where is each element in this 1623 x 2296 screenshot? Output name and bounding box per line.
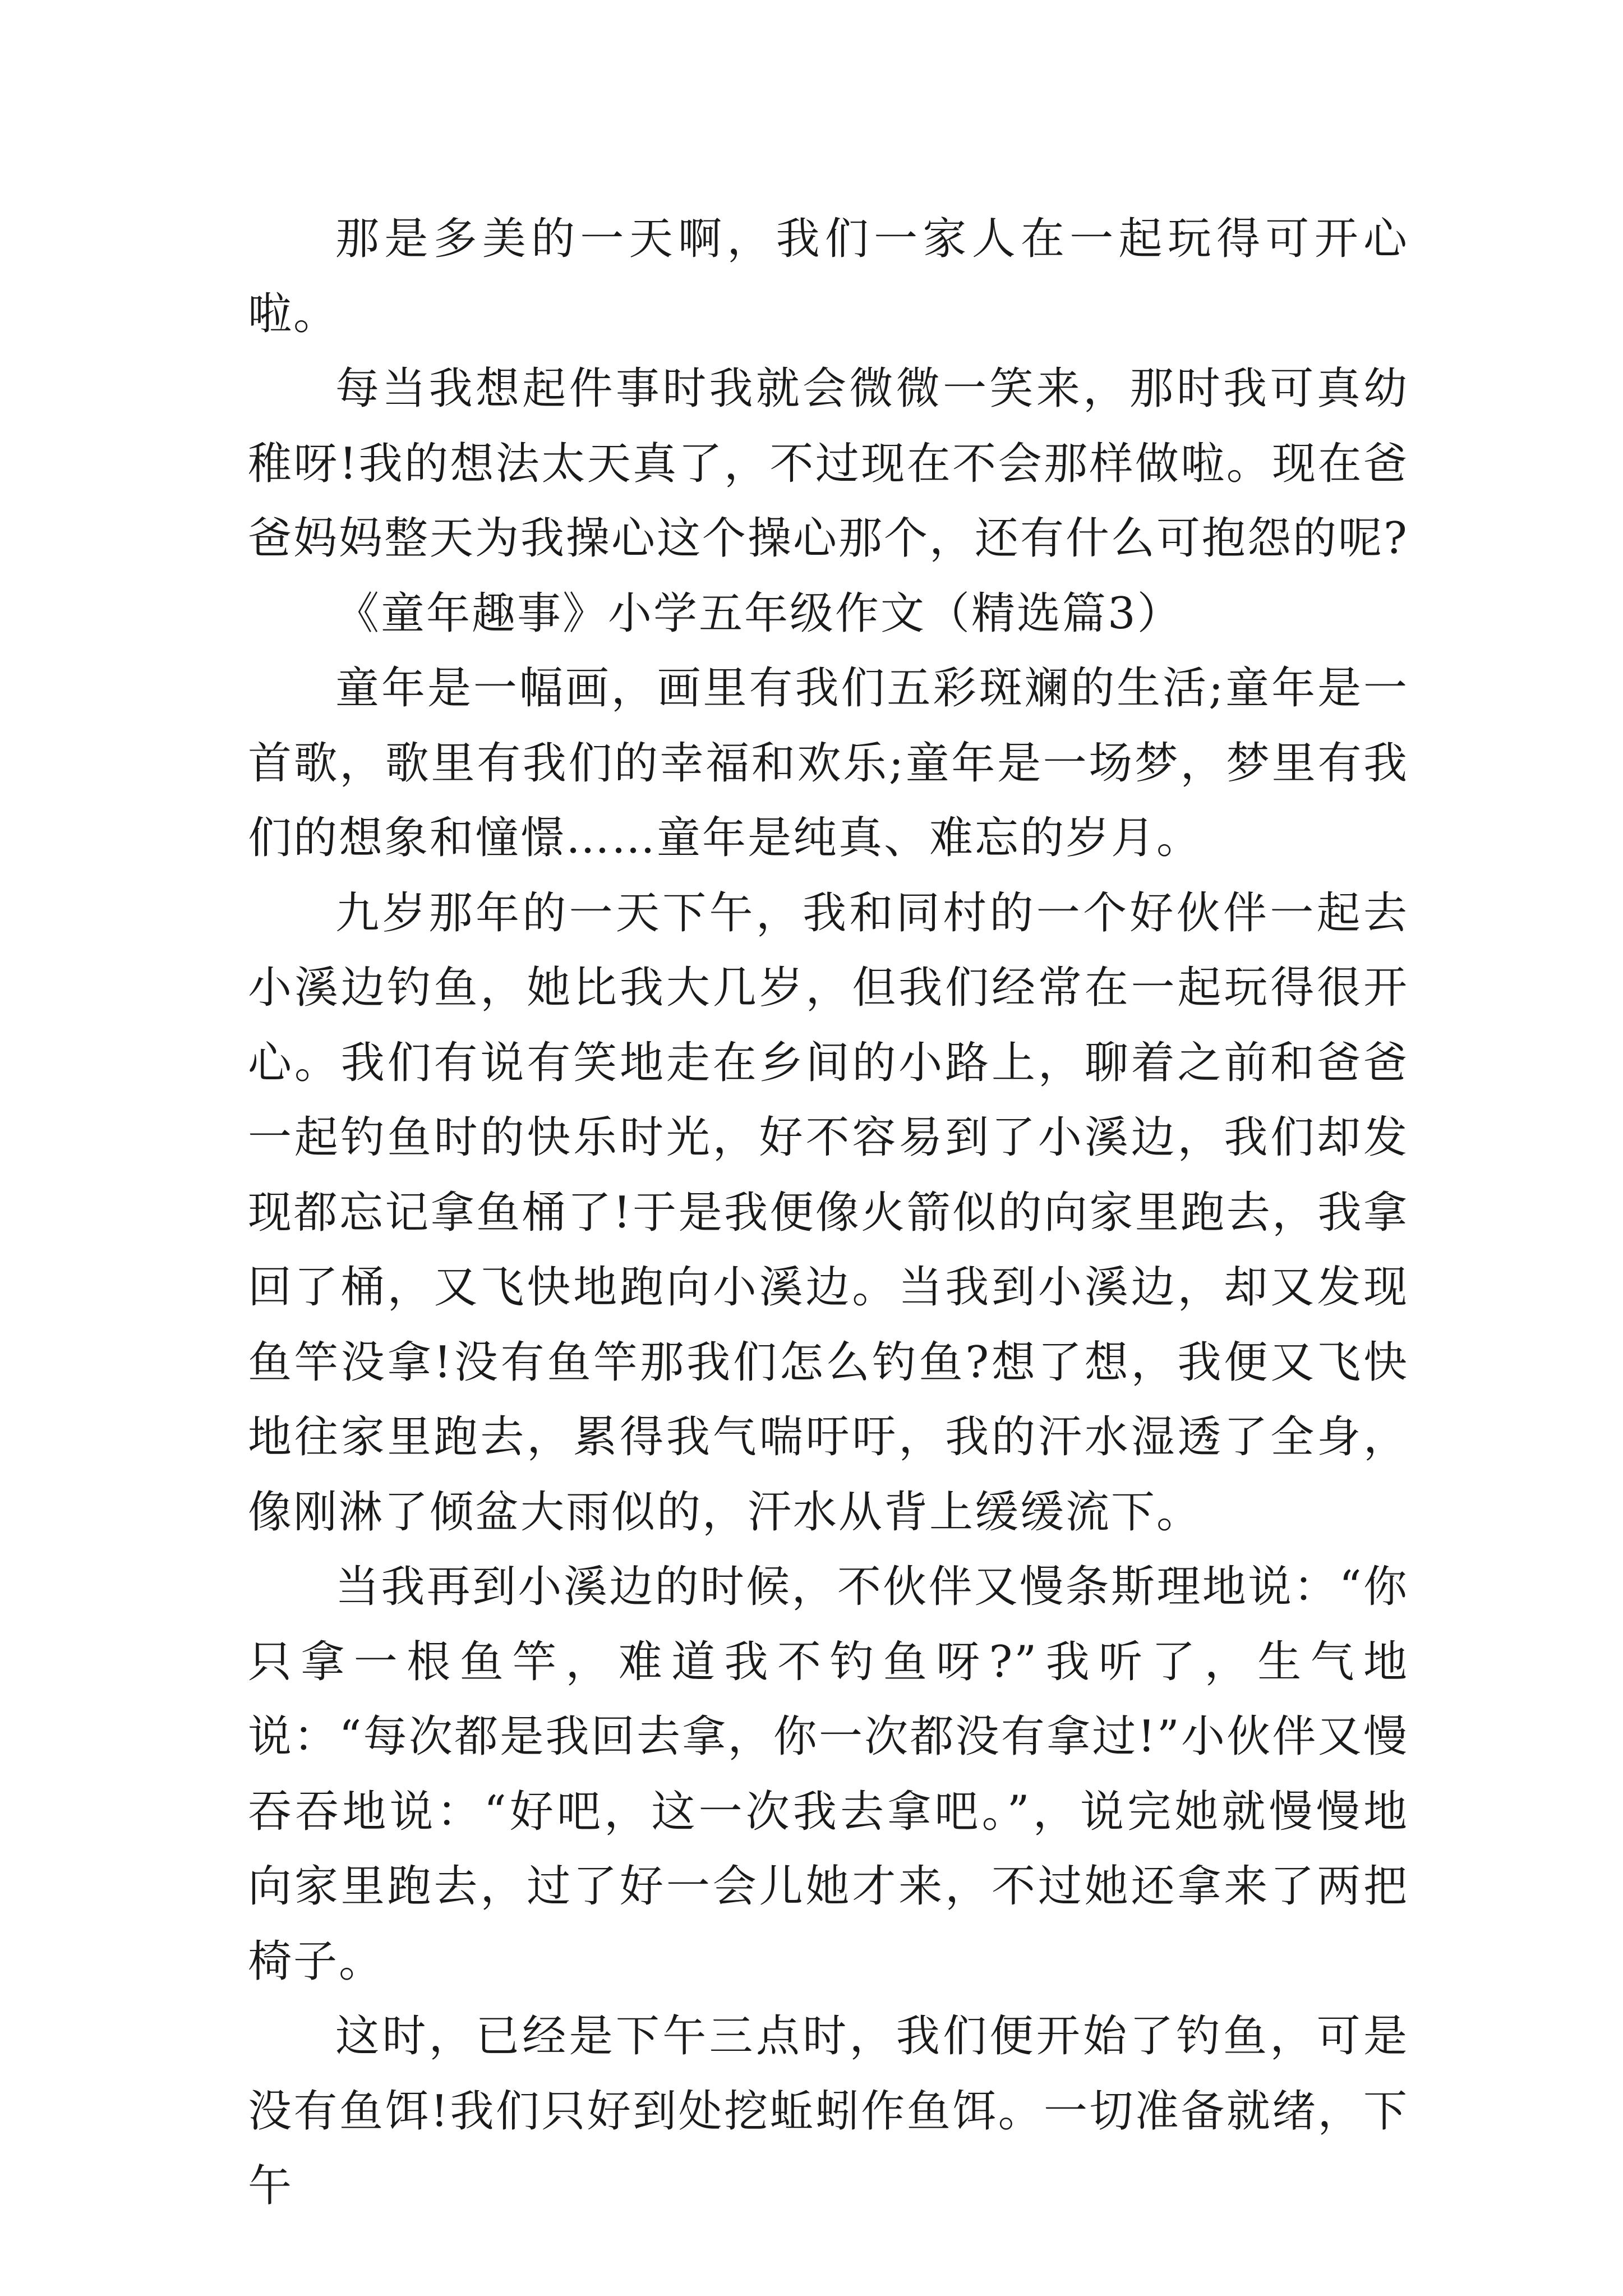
- paragraph-5: 当我再到小溪边的时候，不伙伴又慢条斯理地说：“你只拿一根鱼竿，难道我不钓鱼呀?”我听了，生气地说：“每次都是我回去拿，你一次都没有拿过!”小伙伴又慢吞吞地说：“好吧，这一次我去拿吧。”，说完她就慢慢地向家里跑去，过了好一会儿她才来，不过她还拿来了两把椅子。: [248, 1562, 1409, 1987]
- paragraph-6: 这时，已经是下午三点时，我们便开始了钓鱼，可是没有鱼饵!我们只好到处挖蚯蚓作鱼饵。一切准备就绪，下午: [248, 2011, 1409, 2211]
- paragraph-1: 那是多美的一天啊，我们一家人在一起玩得可开心啦。: [248, 214, 1409, 339]
- section-heading: 《童年趣事》小学五年级作文（精选篇3）: [335, 588, 1183, 639]
- paragraph-4: 九岁那年的一天下午，我和同村的一个好伙伴一起去小溪边钓鱼，她比我大几岁，但我们经常在一起玩得很开心。我们有说有笑地走在乡间的小路上，聊着之前和爸爸一起钓鱼时的快乐时光，好不容易到了小溪边，我们却发现都忘记拿鱼桶了!于是我便像火箭似的向家里跑去，我拿回了桶，又飞快地跑向小溪边。当我到小溪边，却又发现鱼竿没拿!没有鱼竿那我们怎么钓鱼?想了想，我便又飞快地往家里跑去，累得我气喘吁吁，我的汗水湿透了全身，像刚淋了倾盆大雨似的，汗水从背上缓缓流下。: [248, 887, 1409, 1538]
- document-body: [248, 202, 1409, 2224]
- paragraph-3: 童年是一幅画，画里有我们五彩斑斓的生活;童年是一首歌，歌里有我们的幸福和欢乐;童年是一场梦，梦里有我们的想象和憧憬……童年是纯真、难忘的岁月。: [248, 663, 1409, 863]
- paragraph-2: 每当我想起件事时我就会微微一笑来，那时我可真幼稚呀!我的想法太天真了，不过现在不会那样做啦。现在爸爸妈妈整天为我操心这个操心那个，还有什么可抱怨的呢?: [248, 364, 1409, 564]
